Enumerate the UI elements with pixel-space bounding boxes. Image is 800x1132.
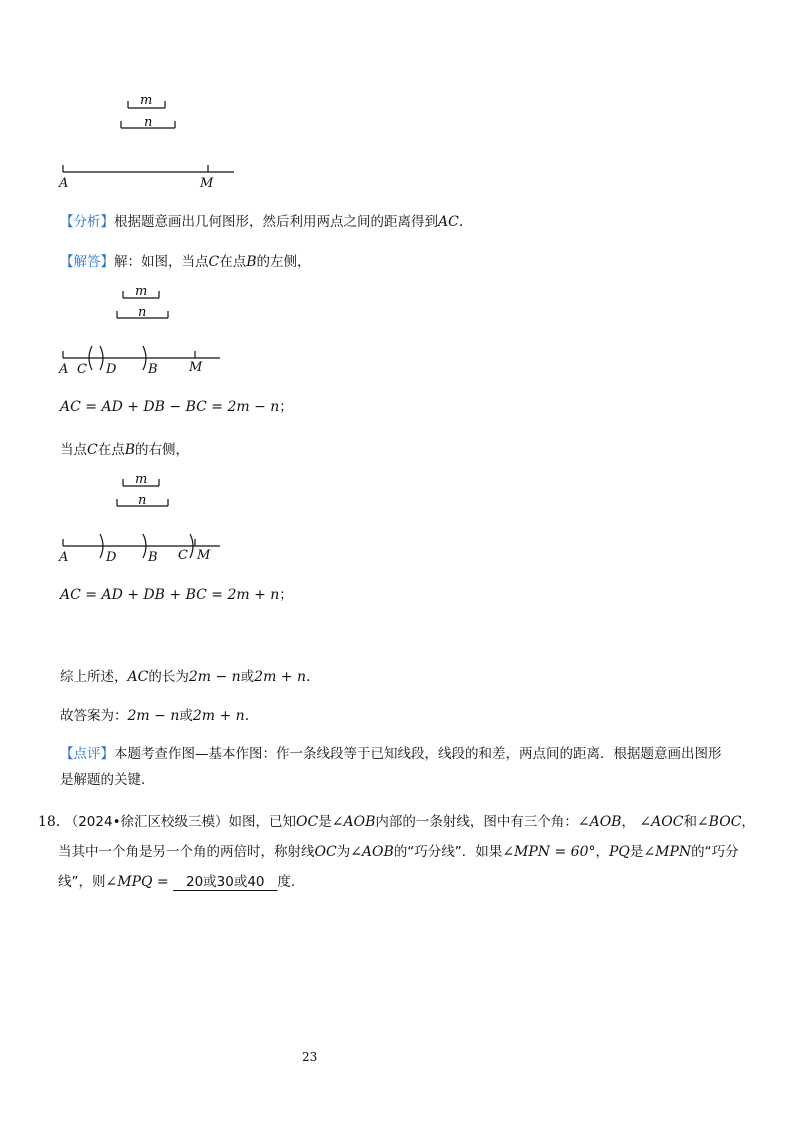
- label-B: B: [148, 550, 158, 565]
- answer-v1: 2m − n: [127, 708, 180, 724]
- summary-ac: AC: [127, 669, 149, 685]
- summary-end: .: [306, 669, 311, 685]
- question-number: 18.: [38, 814, 61, 830]
- q-line2-b: 为: [336, 844, 351, 860]
- solution-intro-B: B: [246, 254, 257, 270]
- question-18-line-2: [58, 842, 739, 862]
- equation-left-case: [60, 397, 293, 417]
- case2-a: 当点: [60, 442, 87, 458]
- summary-a: 综上所述，: [60, 669, 128, 685]
- figure-c-left-of-b: [50, 282, 250, 378]
- ray-am: [58, 534, 220, 565]
- summary-or: 或: [240, 669, 255, 685]
- label-M: M: [197, 548, 211, 563]
- q-oc2: OC: [314, 844, 337, 860]
- case2-c: C: [87, 442, 98, 458]
- q-pq: PQ: [609, 844, 630, 860]
- q-a3: ∠BOC: [696, 814, 742, 830]
- label-D: D: [106, 550, 117, 565]
- label-m: m: [135, 284, 148, 299]
- equation-1-end: ；: [279, 399, 293, 415]
- segment-n: [117, 305, 168, 320]
- label-M: M: [200, 176, 214, 191]
- answer-a: 故答案为：: [60, 708, 128, 724]
- comment-line-1: 本题考查作图—基本作图：作一条线段等于已知线段，线段的和差，两点间的距离．根据题意画出图形: [114, 746, 722, 762]
- answer-end: .: [244, 708, 250, 724]
- ray-am: [58, 346, 220, 377]
- ray-am: [58, 165, 234, 191]
- label-C: C: [178, 548, 188, 563]
- q-line2-f: 的“巧分: [691, 844, 739, 860]
- comment-tag: 【点评】: [60, 746, 114, 762]
- answer-or: 或: [179, 708, 193, 724]
- q-line3-end: 度.: [277, 874, 296, 890]
- answer-value: 20或30或40: [185, 874, 265, 890]
- answer-v2: 2m + n: [192, 708, 245, 724]
- summary-b: 的长为: [148, 669, 189, 685]
- figure-c-right-of-b: [50, 470, 250, 566]
- figure-segments-m-n-am: [50, 88, 250, 192]
- q-line2-d: ，: [595, 844, 609, 860]
- answer-line: [60, 706, 249, 726]
- q-mpn: ∠MPN = 60°: [502, 844, 596, 860]
- q-mpn2: ∠MPN: [643, 844, 692, 860]
- q-a1: ∠AOB: [577, 814, 622, 830]
- segment-m: [123, 284, 159, 299]
- q-line3-a: 线”，则: [58, 874, 106, 890]
- solution-intro-a: 解：如图，当点: [114, 254, 209, 270]
- label-M: M: [189, 360, 203, 375]
- question-18-line-1: [38, 812, 755, 832]
- label-A: A: [59, 550, 69, 565]
- solution-intro-c: C: [208, 254, 220, 270]
- solution-intro-b: 在点: [219, 254, 247, 270]
- label-A: A: [59, 362, 69, 377]
- case2-b: 在点: [97, 442, 125, 458]
- label-B: B: [148, 362, 158, 377]
- solution-tag: 【解答】: [60, 254, 114, 270]
- q-t1: 是: [318, 814, 332, 830]
- segment-n: [117, 493, 168, 508]
- label-n: n: [138, 493, 147, 508]
- label-D: D: [106, 362, 117, 377]
- label-m: m: [135, 472, 148, 487]
- label-n: n: [138, 305, 147, 320]
- question-18-line-3: [58, 872, 295, 892]
- q-c1: ，: [621, 814, 635, 830]
- summary-line: [60, 667, 310, 687]
- analysis-line: [60, 212, 463, 232]
- solution-intro: [60, 252, 311, 272]
- page-number: 23: [302, 1050, 318, 1064]
- q-oc: OC: [296, 814, 319, 830]
- analysis-text: 根据题意画出几何图形，然后利用两点之间的距离得到: [114, 214, 438, 230]
- analysis-tag: 【分析】: [60, 214, 114, 230]
- label-A: A: [59, 176, 69, 191]
- q-line2-c: 的“巧分线”．如果: [393, 844, 503, 860]
- equation-2: AC = AD + DB + BC = 2m + n: [60, 587, 280, 603]
- analysis-end: .: [458, 214, 464, 230]
- label-C: C: [77, 362, 87, 377]
- q-t2: 内部的一条射线，图中有三个角：: [375, 814, 578, 830]
- q-mpq: ∠MPQ =: [105, 874, 169, 890]
- summary-v1: 2m − n: [188, 669, 241, 685]
- q-line2-e: 是: [629, 844, 644, 860]
- q-aob2: ∠AOB: [350, 844, 394, 860]
- analysis-math: AC: [438, 214, 459, 230]
- q-a2: ∠AOC: [639, 814, 684, 830]
- equation-2-end: ；: [279, 587, 293, 603]
- segment-m: [128, 93, 165, 108]
- segment-n: [121, 115, 175, 130]
- comment-line-2: 是解题的关键.: [60, 772, 146, 788]
- q-c2: ，: [741, 814, 755, 830]
- case-right-intro: [60, 440, 189, 460]
- case2-end: 的右侧，: [135, 442, 190, 458]
- question-source: （2024•徐汇区校级三模）如图，已知: [64, 814, 297, 830]
- equation-right-case: [60, 585, 293, 605]
- label-m: m: [140, 93, 153, 108]
- equation-1: AC = AD + DB − BC = 2m − n: [60, 399, 280, 415]
- label-n: n: [144, 115, 153, 130]
- q-and: 和: [683, 814, 697, 830]
- segment-m: [123, 472, 159, 487]
- comment-block: [60, 744, 722, 764]
- q-aob: ∠AOB: [331, 814, 376, 830]
- solution-intro-end: 的左侧，: [256, 254, 311, 270]
- case2-B: B: [124, 442, 136, 458]
- answer-blank: [173, 874, 277, 890]
- q-line2-a: 当其中一个角是另一个角的两倍时，称射线: [58, 844, 315, 860]
- summary-v2: 2m + n: [254, 669, 307, 685]
